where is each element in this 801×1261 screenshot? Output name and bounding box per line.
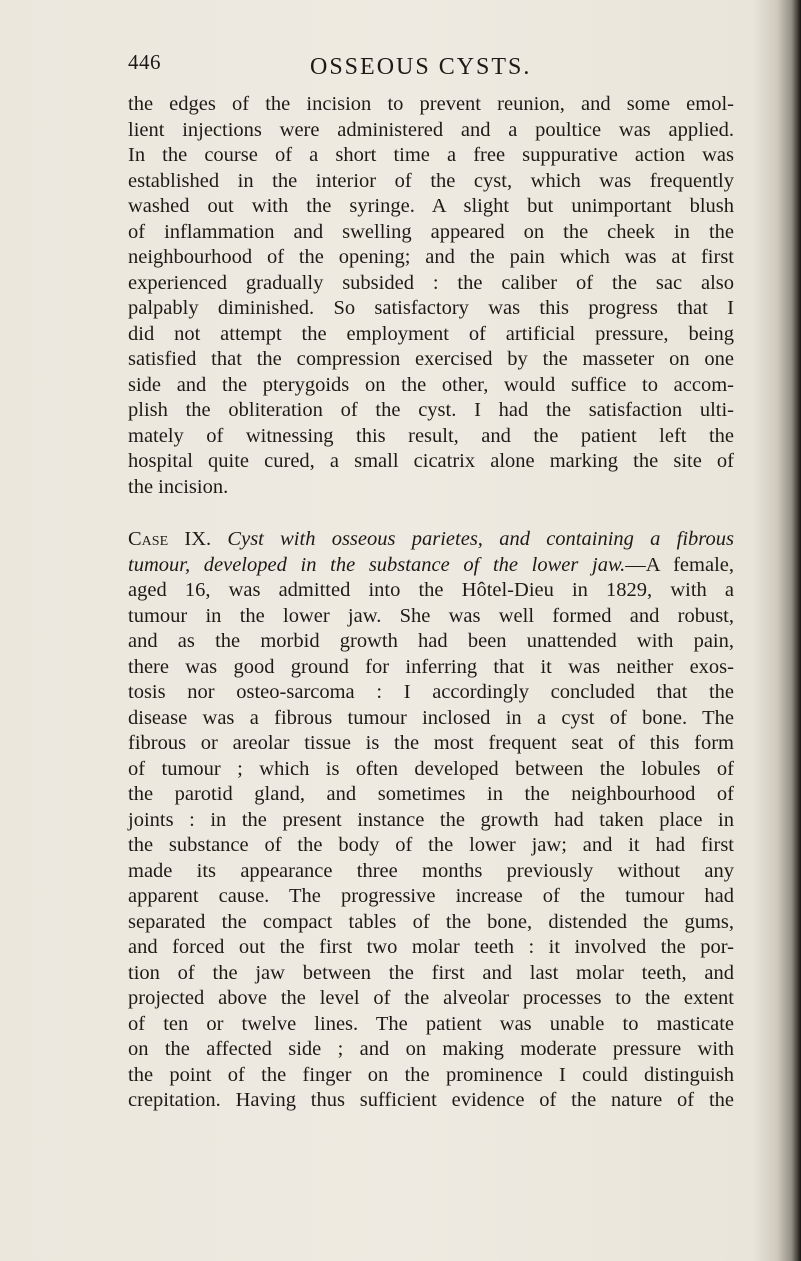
case-ix-line: and as the morbid growth had been unattended with pain,	[128, 630, 734, 652]
case-ix-line: and forced out the first two molar teeth : it involved the por-	[128, 936, 734, 958]
case-ix-line: fibrous or areolar tissue is the most frequent seat of this form	[128, 732, 734, 754]
paragraph-1-line: In the course of a short time a free suppurative action was	[128, 144, 734, 166]
body-text	[128, 92, 734, 1114]
running-head: OSSEOUS CYSTS.	[310, 54, 532, 80]
case-ix-line: on the affected side ; and on making moderate pressure with	[128, 1038, 734, 1060]
case-ix-line: there was good ground for inferring that it was neither exos-	[128, 655, 734, 678]
case-ix-line: the substance of the body of the lower jaw; and it had first	[128, 834, 734, 856]
case-label: Case IX.	[128, 528, 212, 550]
case-ix-line: of tumour ; which is often developed between the lobules of	[128, 757, 734, 780]
paragraph-1-line: plish the obliteration of the cyst. I had the satisfaction ulti-	[128, 399, 734, 421]
paragraph-1-line: palpably diminished. So satisfactory was this progress that I	[128, 297, 734, 319]
case-title-part-2: tumour, developed in the substance of the lower jaw.	[128, 553, 626, 576]
case-ix-line: projected above the level of the alveolar processes to the extent	[128, 987, 734, 1009]
case-heading-line-1	[128, 527, 734, 553]
case-heading-line-2	[128, 553, 734, 579]
paragraph-1-line: neighbourhood of the opening; and the pain which was at first	[128, 246, 734, 268]
page-number: 446	[128, 50, 161, 74]
case-ix-line: joints : in the present instance the growth had taken place in	[128, 808, 734, 831]
paragraph-gap	[128, 500, 734, 527]
case-title-part-1: Cyst with osseous parietes, and containing a fibrous	[227, 528, 735, 550]
case-ix-line: separated the compact tables of the bone, distended the gums,	[128, 910, 734, 933]
paragraph-1-line: of inflammation and swelling appeared on the cheek in the	[128, 220, 734, 243]
case-ix-line: tosis nor osteo-sarcoma : I accordingly concluded that the	[128, 681, 734, 703]
case-body-lines	[128, 578, 734, 1114]
page-header	[0, 50, 801, 84]
case-ix-line: the point of the finger on the prominence I could distinguish	[128, 1063, 734, 1086]
case-ix-line: disease was a fibrous tumour inclosed in a cyst of bone. The	[128, 706, 734, 729]
paragraph-1-line: hospital quite cured, a small cicatrix alone marking the site of	[128, 450, 734, 472]
case-ix-line: tumour in the lower jaw. She was well formed and robust,	[128, 604, 734, 627]
paragraph-1-line: mately of witnessing this result, and the patient left the	[128, 424, 734, 447]
paragraph-1-line: side and the pterygoids on the other, would suffice to accom-	[128, 373, 734, 396]
page-edge-shadow	[791, 0, 801, 1261]
case-ix-line: made its appearance three months previously without any	[128, 859, 734, 882]
paragraph-1-line: established in the interior of the cyst, which was frequently	[128, 169, 734, 192]
case-ix-paragraph	[128, 527, 734, 1114]
paragraph-1-line: the incision.	[128, 475, 229, 498]
case-ix-line: aged 16, was admitted into the Hôtel-Dieu in 1829, with a	[128, 579, 734, 601]
paragraph-1-line: lient injections were administered and a poultice was applied.	[128, 118, 734, 141]
case-ix-line: apparent cause. The progressive increase of the tumour had	[128, 885, 734, 907]
paragraph-1-line: satisfied that the compression exercised by the masseter on one	[128, 348, 734, 370]
case-intro: —A female,	[625, 553, 734, 576]
case-ix-line: tion of the jaw between the first and last molar teeth, and	[128, 961, 734, 984]
paragraph-1-line: did not attempt the employment of artificial pressure, being	[128, 322, 734, 345]
paragraph-1-line: the edges of the incision to prevent reunion, and some emol-	[128, 93, 734, 115]
case-ix-line: the parotid gland, and sometimes in the neighbourhood of	[128, 783, 734, 805]
case-ix-line: of ten or twelve lines. The patient was unable to masticate	[128, 1012, 734, 1035]
paragraph-1	[128, 92, 734, 500]
case-ix-line: crepitation. Having thus sufficient evidence of the nature of the	[128, 1089, 734, 1111]
paragraph-1-line: washed out with the syringe. A slight but unimportant blush	[128, 195, 734, 217]
paragraph-1-line: experienced gradually subsided : the caliber of the sac also	[128, 271, 734, 294]
